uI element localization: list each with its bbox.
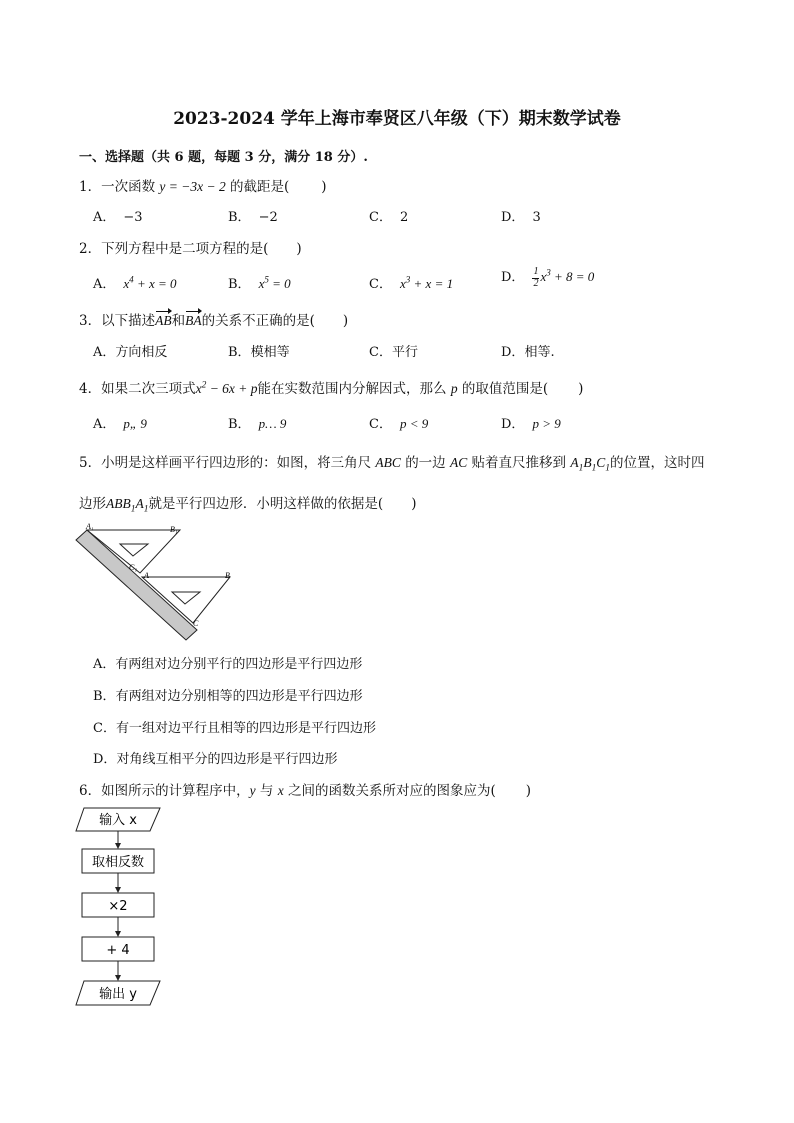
label-c: C: [193, 619, 199, 628]
question-text: 如果二次三项式: [101, 381, 196, 397]
ruler-shape: [76, 530, 197, 640]
math-variable: ABC: [375, 455, 401, 470]
question-text: 能在实数范围内分解因式，那么: [257, 381, 447, 397]
question-number: 3．: [79, 313, 102, 329]
math-expression: $x^5 = 0$: [258, 274, 291, 291]
question-text: 如图所示的计算程序中，: [101, 783, 250, 799]
math-expression: $x^4 + x = 0$: [123, 274, 177, 291]
flow-step-add-text: + 4: [106, 943, 130, 958]
option-label: C．: [369, 277, 392, 292]
option-label: A．: [93, 277, 116, 292]
q3-option-d[interactable]: [501, 341, 555, 360]
question-text: 就是平行四边形．小明这样做的依据是(: [148, 496, 384, 512]
math-expression: $A_1B_1C_1$: [570, 455, 611, 474]
question-2: [79, 237, 302, 257]
option-label: A．: [93, 417, 116, 432]
answer-bracket: ): [411, 496, 417, 512]
option-text: −2: [258, 210, 278, 225]
question-5-line-2: [79, 492, 417, 515]
math-variable: x: [277, 783, 284, 798]
question-6: [79, 779, 531, 799]
option-text: p < 9: [399, 416, 429, 431]
option-label: B．: [228, 417, 251, 432]
ruler-triangle-figure: [70, 518, 250, 648]
answer-bracket: ): [342, 313, 349, 329]
option-label: D．: [501, 417, 525, 432]
fraction-denominator: 2: [533, 277, 539, 289]
option-text: 2: [399, 210, 409, 225]
option-label: C．: [369, 417, 392, 432]
math-variable: AC: [449, 455, 468, 470]
q5-option-d[interactable]: [93, 748, 337, 767]
q5-option-b[interactable]: [93, 685, 363, 704]
answer-bracket: ): [578, 381, 584, 397]
q1-option-c[interactable]: [369, 206, 408, 225]
q1-option-a[interactable]: [93, 206, 143, 225]
option-text: 有两组对边分别相等的四边形是平行四边形: [115, 689, 363, 704]
triangle-inner-hole: [172, 592, 200, 604]
option-text: p > 9: [532, 416, 561, 431]
option-text: 方向相反: [115, 345, 168, 360]
label-a1: A₁: [86, 522, 94, 531]
question-number: 5．: [79, 455, 102, 471]
q1-option-d[interactable]: [501, 206, 541, 225]
option-label: C．: [93, 721, 116, 736]
q4-option-b[interactable]: [228, 413, 286, 432]
question-text: 贴着直尺推移到: [471, 455, 567, 471]
flowchart: [74, 803, 164, 1011]
q5-option-c[interactable]: [93, 717, 376, 736]
option-label: B．: [228, 210, 251, 225]
q2-option-c[interactable]: [369, 273, 453, 292]
q1-option-b[interactable]: [228, 206, 278, 225]
option-text: 相等.: [524, 345, 555, 360]
question-text: 和: [171, 313, 186, 329]
option-text: 平行: [391, 345, 418, 360]
question-text: 以下描述: [101, 313, 156, 329]
q5-option-a[interactable]: [93, 653, 362, 672]
q2-option-b[interactable]: [228, 273, 291, 292]
q3-option-c[interactable]: [369, 341, 418, 360]
answer-bracket: ): [321, 179, 327, 195]
question-text: 一次函数: [101, 179, 156, 195]
option-label: C．: [369, 345, 392, 360]
question-3: [79, 309, 348, 329]
flow-step-negate-text: 取相反数: [91, 855, 145, 870]
option-label: A．: [93, 345, 116, 360]
q2-option-a[interactable]: [93, 273, 177, 292]
question-text: 的截距是(: [230, 179, 290, 195]
question-5-line-1: [79, 451, 705, 474]
vector-ab: AB: [155, 309, 172, 329]
page-title: 2023-2024 学年上海市奉贤区八年级（下）期末数学试卷: [173, 109, 621, 129]
triangle-inner-hole: [120, 544, 148, 556]
option-label: D．: [501, 270, 525, 285]
option-label: A．: [93, 657, 116, 672]
question-text: 的关系不正确的是(: [201, 313, 315, 329]
question-number: 6．: [79, 783, 102, 799]
math-expression: $ABB_1A_1$: [106, 496, 149, 515]
option-text: p„ 9: [123, 416, 147, 431]
option-label: D．: [93, 752, 117, 767]
label-b1: B₁: [170, 525, 178, 534]
question-text: 下列方程中是二项方程的是(: [101, 241, 269, 257]
option-text: 有一组对边平行且相等的四边形是平行四边形: [115, 721, 376, 736]
math-expression: $\frac{1}{2}$ $x^3 + 8 = 0$: [533, 266, 595, 289]
question-text: 的取值范围是(: [461, 381, 549, 397]
math-variable: y: [249, 783, 256, 798]
question-4: [79, 377, 583, 397]
option-label: D．: [501, 210, 525, 225]
option-label: A．: [93, 210, 116, 225]
option-label: D．: [501, 345, 525, 360]
option-text: 模相等: [250, 345, 290, 360]
option-label: B．: [228, 277, 251, 292]
question-number: 1．: [79, 179, 102, 195]
q4-option-d[interactable]: [501, 413, 561, 432]
question-number: 4．: [79, 381, 102, 397]
math-expression: $x^3 + x = 1$: [399, 274, 454, 291]
question-text: 的一边: [405, 455, 446, 471]
q2-option-d[interactable]: [501, 266, 594, 289]
question-text: 之间的函数关系所对应的图象应为(: [287, 783, 496, 799]
answer-bracket: ): [525, 783, 532, 799]
option-text: p… 9: [258, 416, 287, 431]
section-heading: 一、选择题（共 6 题，每题 3 分，满分 18 分）.: [79, 150, 368, 165]
question-1: [79, 175, 327, 195]
flow-step-multiply-text: ×2: [108, 899, 128, 914]
option-label: C．: [369, 210, 392, 225]
q4-option-c[interactable]: [369, 413, 428, 432]
flow-input-text: 输入 x: [99, 813, 137, 828]
q3-option-b[interactable]: [228, 341, 290, 360]
q4-option-a[interactable]: [93, 413, 147, 432]
question-number: 2．: [79, 241, 102, 257]
fraction-numerator: 1: [533, 266, 539, 278]
math-expression: y = −3x − 2: [159, 179, 226, 194]
answer-bracket: ): [296, 241, 302, 257]
label-a: A: [144, 571, 149, 580]
question-text: 小明是这样画平行四边形的：如图，将三角尺: [101, 455, 372, 471]
label-b: B: [225, 571, 230, 580]
vector-ba: BA: [185, 309, 202, 329]
label-c1: C₁: [129, 563, 138, 572]
option-text: 有两组对边分别平行的四边形是平行四边形: [115, 657, 363, 672]
question-text: 与: [259, 783, 274, 799]
question-text: 的位置，这时四: [610, 455, 705, 471]
flow-output-text: 输出 y: [99, 987, 137, 1002]
option-text: 3: [532, 210, 541, 225]
math-variable: p: [450, 381, 458, 396]
option-text: 对角线互相平分的四边形是平行四边形: [116, 752, 338, 767]
option-label: B．: [93, 689, 116, 704]
option-text: −3: [123, 210, 143, 225]
question-text: 边形: [79, 496, 106, 512]
math-expression: $x^2 - 6x + p$: [195, 380, 258, 396]
q3-option-a[interactable]: [93, 341, 167, 360]
option-label: B．: [228, 345, 251, 360]
